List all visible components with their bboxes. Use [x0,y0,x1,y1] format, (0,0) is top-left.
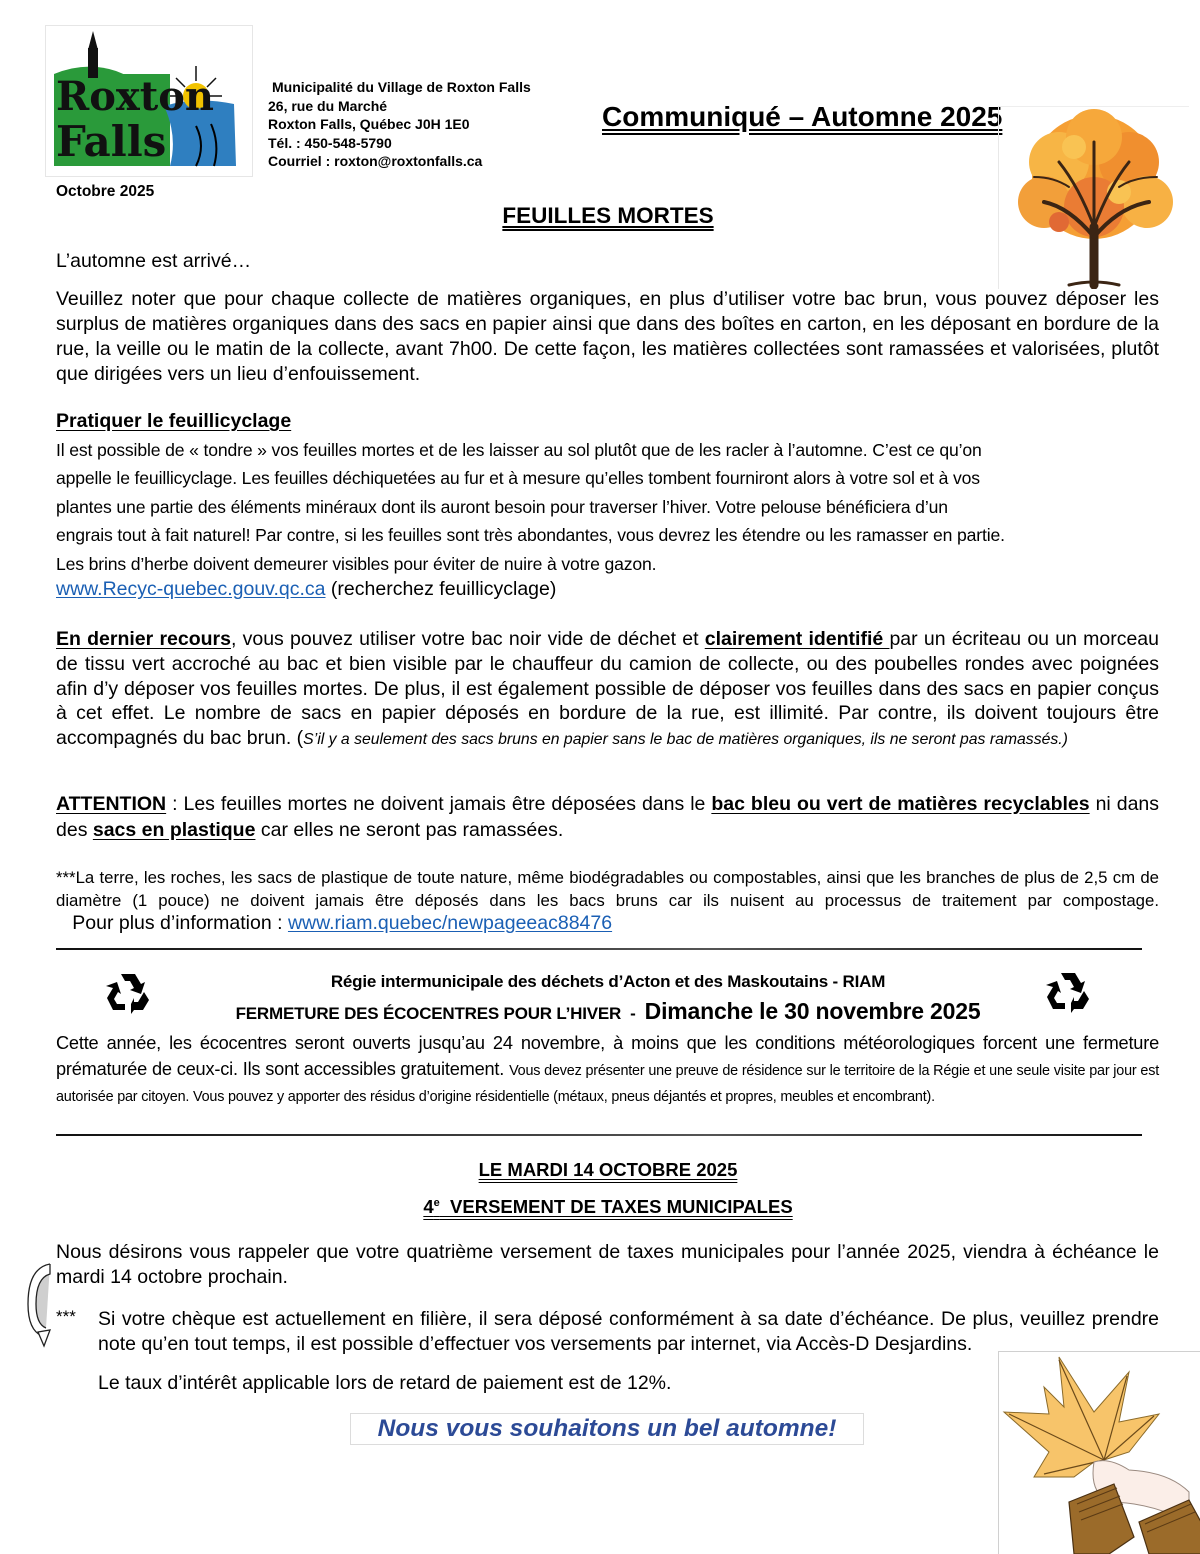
attention-text: : Les feuilles mortes ne doivent jamais être déposées dans le [166,793,712,815]
recyc-quebec-line [56,578,556,601]
feuillicyclage-line: Il est possible de « tondre » vos feuilles mortes et de les laisser au sol plutôt que de les racler à l’automne. C’est ce qu’on [56,440,982,460]
taxes-heading-num: 4 [423,1196,434,1217]
taxes-heading [0,1196,1200,1218]
attention-bac-bleu: bac bleu ou vert de matières recyclables [711,793,1090,815]
taxes-heading-sup: e [433,1197,440,1209]
dernier-text: par un écriteau ou un morceau de tissu vert accroché au bac et bien visible par le chauffeur du camion de collecte, ou des poubelles rondes avec poignées afin d’y déposer vos feuilles mortes. De plus, il est également possible de déposer vos feuilles dans des sacs en papier conçus à cet effet. Le nombre de sacs en papier déposés en bordure de la rue, est illimité. Par contre, ils doivent toujours être accompagnés du bac brun. ( [56,628,1159,750]
feuillicyclage-line: Les brins d’herbe doivent demeurer visibles pour éviter de nuire à votre gazon. [56,553,657,574]
paragraph-compostage-note [56,866,1159,935]
ecocentres-text: Cette année, les écocentres seront ouverts jusqu’au 24 novembre, à moins que les conditions météorologiques forcent une fermeture prématurée de ceux-ci. Ils sont accessibles gratuitement. [56,1033,1159,1079]
roxton-falls-logo-icon [46,26,252,176]
divider [56,948,1142,950]
attention-sacs-plastique: sacs en plastique [92,818,256,841]
ecocentres-details: Vous devez présenter une preuve de résidence sur le territoire de la Régie et une seule visite par jour est autorisée par citoyen. Vous pouvez y apporter des résidus d’origine résidentielle (métaux, pneus déjantés et propres, meubles et encombrant). [56,1063,1159,1105]
subheading-feuillicyclage: Pratiquer le feuillicyclage [56,410,292,432]
riam-heading: Régie intermunicipale des déchets d’Acton et des Maskoutains - RIAM [330,972,886,991]
taxes-date-heading-text: LE MARDI 14 OCTOBRE 2025 [478,1159,738,1180]
maple-leaf-icon [999,1352,1200,1554]
note-asterisks: *** [56,1307,76,1326]
leaf-in-hands-image [998,1351,1200,1554]
recyc-quebec-link[interactable]: www.Recyc-quebec.gouv.qc.ca [56,578,326,600]
attention-text: ni dans des [56,793,1160,841]
paragraph-interest-rate: Le taux d’intérêt applicable lors de retard de paiement est de 12%. [98,1372,672,1394]
riam-link[interactable]: www.riam.quebec/newpageeac88476 [287,912,613,934]
svg-text:Roxton: Roxton [56,73,215,120]
paragraph-surplus-organiques: Veuillez noter que pour chaque collecte de matières organiques, en plus d’utiliser votre bac brun, vous pouvez déposer les surplus de matières organiques dans des sacs en papier ainsi que dans des boîtes en carton, en les déposant en bordure de la rue, la veille ou le matin de la collecte, avant 7h00. De cette façon, les matières collectées sont ramassées et valorisées, plutôt que dirigées vers un lieu d’enfouissement. [56,288,1159,385]
svg-text:Falls: Falls [56,117,167,166]
municipality-logo [45,25,253,177]
recycle-icon [1043,969,1093,1019]
closing-message: Nous vous souhaitons un bel automne! [350,1413,864,1445]
autumn-tree-icon [999,107,1189,289]
attention-label: ATTENTION [56,793,167,815]
attention-text: car elles ne seront pas ramassées. [255,818,564,841]
paragraph-taxes-reminder: Nous désirons vous rappeler que votre quatrième versement de taxes municipales pour l’année 2025, viendra à échéance le mardi 14 octobre prochain. [56,1241,1159,1289]
feuillicyclage-line: plantes une partie des éléments minéraux dont ils auront besoin pour traverser l’hiver. Votre pelouse bénéficiera d’un [56,496,948,517]
section-heading-feuilles-mortes: FEUILLES MORTES [502,203,714,228]
ecocentres-heading [0,998,1200,1025]
issue-date: Octobre 2025 [56,183,155,200]
curved-arrow-icon [24,1262,54,1352]
paragraph-ecocentres [56,1030,1159,1108]
taxes-date-heading [0,1159,1200,1181]
intro-text: L’automne est arrivé… [56,250,252,272]
clairement-identifie: clairement identifié [704,628,890,650]
taxes-heading-rest: VERSEMENT DE TAXES MUNICIPALES [439,1196,793,1217]
paragraph-cheque: Si votre chèque est actuellement en filière, il sera déposé conformément à sa date d’échéance. De plus, veuillez prendre note qu’en tout temps, il est possible d’effectuer vos versements par internet, via Accès-D Desjardins. [98,1308,1159,1355]
note-text: ***La terre, les roches, les sacs de plastique de toute nature, même biodégradables ou compostables, ainsi que les branches de plus de 2,5 cm de diamètre (1 pouce) ne doivent jamais être déposés dans les bacs bruns car ils nuisent au processus de traitement par compostage. [56,868,1159,910]
address-city: Roxton Falls, Québec J0H 1E0 [268,116,470,132]
dernier-note: S’il y a seulement des sacs bruns en papier sans le bac de matières organiques, ils ne seront pas ramassés.) [303,731,1068,749]
page-title: Communiqué – Automne 2025 [602,101,1003,132]
paragraph-dernier-recours [56,627,1159,753]
recyc-suffix: (recherchez feuillicyclage) [325,578,557,600]
address-name: Municipalité du Village de Roxton Falls [272,79,531,95]
paragraph-attention [56,792,1159,843]
address-street: 26, rue du Marché [268,97,388,114]
taxes-heading-text [423,1196,792,1217]
autumn-tree-image [998,106,1189,289]
note-info: Pour plus d’information : [56,912,288,934]
feuillicyclage-line: appelle le feuillicyclage. Les feuilles déchiquetées au fur et à mesure qu’elles tombent fourniront alors à votre sol et à vos [56,468,980,489]
address-phone: Tél. : 450-548-5790 [268,134,392,151]
ecocentres-closing-date: Dimanche le 30 novembre 2025 [644,998,981,1024]
ecocentres-heading-text: FERMETURE DES ÉCOCENTRES POUR L’HIVER - [235,1004,645,1023]
dernier-recours-label: En dernier recours [56,628,231,650]
divider [56,1134,1142,1136]
municipality-address [268,78,531,171]
paragraph-feuillicyclage [56,436,1166,578]
address-email: Courriel : roxton@roxtonfalls.ca [268,153,483,169]
feuillicyclage-line: engrais tout à fait naturel! Par contre, si les feuilles sont très abondantes, vous devrez les étendre ou les ramasser en partie. [56,525,1005,546]
dernier-text: , vous pouvez utiliser votre bac noir vide de déchet et [230,628,705,650]
